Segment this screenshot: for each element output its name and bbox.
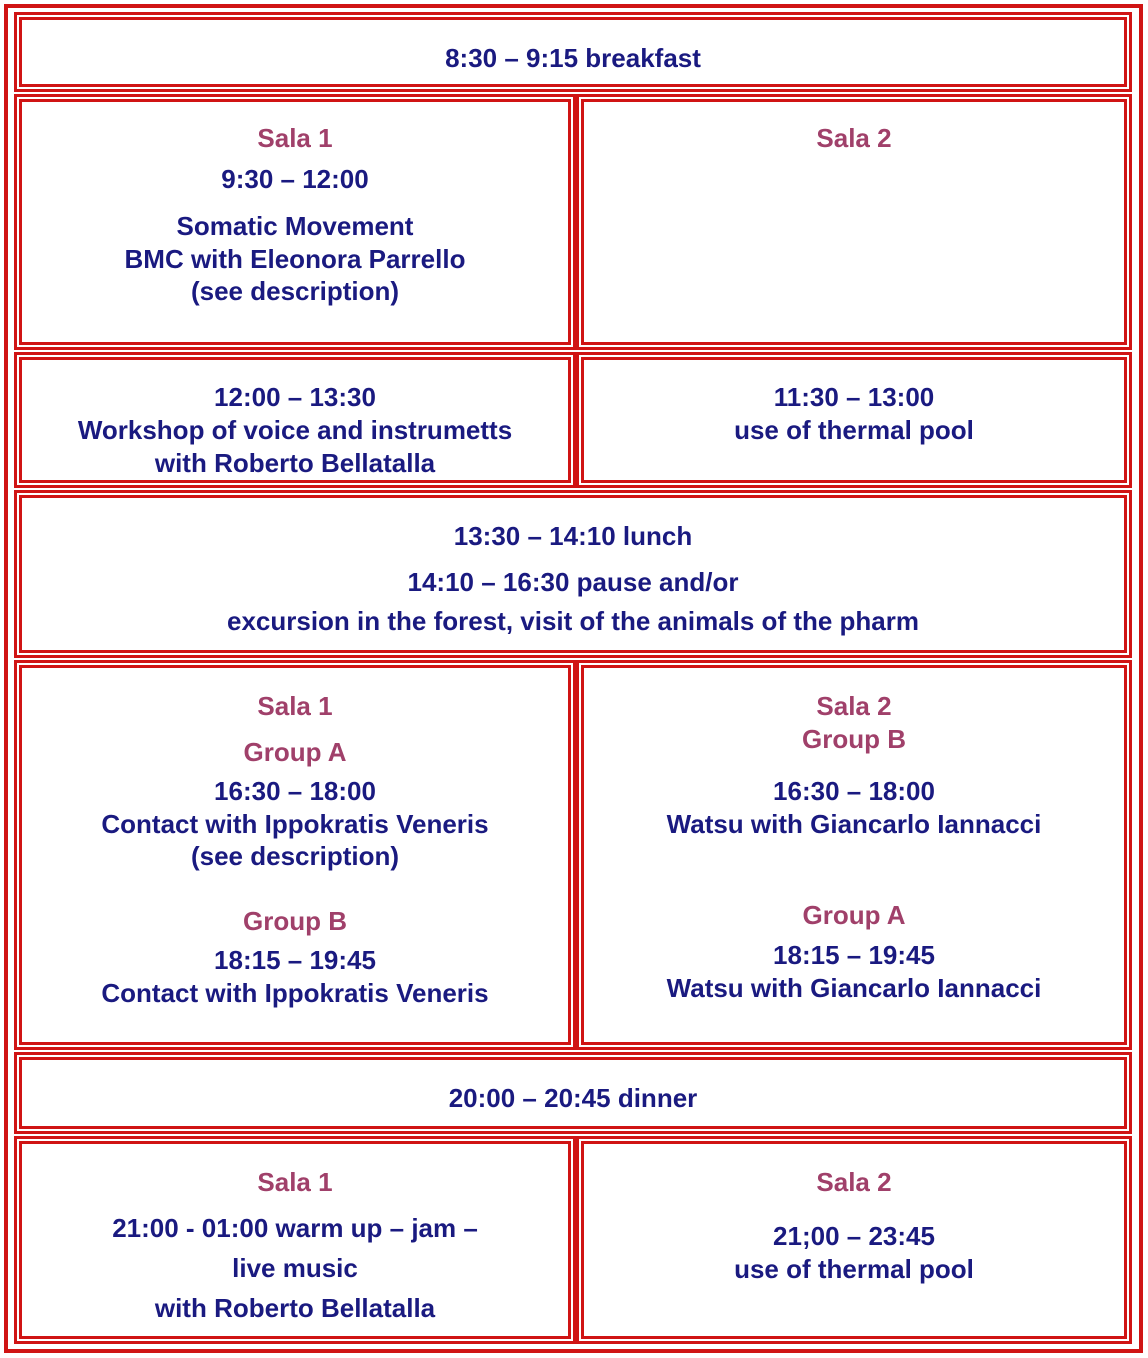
session-time: 9:30 – 12:00 bbox=[221, 164, 369, 194]
session-time: 12:00 – 13:30 bbox=[214, 382, 376, 412]
dinner-text: 20:00 – 20:45 dinner bbox=[448, 1083, 698, 1113]
room-label: Sala 2 bbox=[816, 1167, 892, 1197]
breakfast-text: 8:30 – 9:15 breakfast bbox=[445, 43, 701, 73]
session-time: 16:30 – 18:00 bbox=[773, 776, 935, 806]
session-line: with Roberto Bellatalla bbox=[154, 448, 436, 478]
morning-sala1-cell bbox=[14, 94, 576, 350]
evening-sala1-cell bbox=[14, 1136, 576, 1344]
dinner-cell bbox=[14, 1052, 1132, 1134]
room-label: Sala 1 bbox=[257, 1167, 333, 1197]
room-label: Sala 1 bbox=[257, 691, 333, 721]
session-time: 11:30 – 13:00 bbox=[773, 382, 935, 412]
midday-right-cell bbox=[576, 352, 1132, 488]
session-time: 21;00 – 23:45 bbox=[773, 1221, 935, 1251]
session-line: use of thermal pool bbox=[734, 1254, 974, 1284]
session-time: 16:30 – 18:00 bbox=[214, 776, 376, 806]
session-line: Watsu with Giancarlo Iannacci bbox=[666, 809, 1042, 839]
breakfast-cell bbox=[14, 12, 1132, 92]
morning-sala2-cell bbox=[576, 94, 1132, 350]
room-label: Sala 2 bbox=[816, 123, 892, 153]
group-label: Group B bbox=[802, 724, 906, 754]
lunch-line: 13:30 – 14:10 lunch bbox=[453, 521, 693, 551]
session-line: Contact with Ippokratis Veneris bbox=[101, 809, 489, 839]
session-line: with Roberto Bellatalla bbox=[154, 1293, 436, 1323]
session-time: 18:15 – 19:45 bbox=[214, 945, 376, 975]
session-line: use of thermal pool bbox=[734, 415, 974, 445]
lunch-cell bbox=[14, 490, 1132, 658]
group-label: Group B bbox=[243, 906, 347, 936]
group-label: Group A bbox=[802, 900, 906, 930]
midday-left-cell bbox=[14, 352, 576, 488]
session-line: Contact with Ippokratis Veneris bbox=[101, 978, 489, 1008]
session-time: 18:15 – 19:45 bbox=[773, 940, 935, 970]
session-line: (see description) bbox=[190, 276, 400, 306]
session-line: BMC with Eleonora Parrello bbox=[124, 244, 466, 274]
session-line: live music bbox=[232, 1253, 358, 1283]
room-label: Sala 1 bbox=[257, 123, 333, 153]
session-line: Somatic Movement bbox=[176, 211, 414, 241]
room-label: Sala 2 bbox=[816, 691, 892, 721]
afternoon-sala1-cell bbox=[14, 660, 576, 1050]
session-line: Workshop of voice and instrumetts bbox=[77, 415, 513, 445]
excursion-line: excursion in the forest, visit of the animals of the pharm bbox=[226, 606, 920, 636]
session-line: (see description) bbox=[190, 841, 400, 871]
afternoon-sala2-cell bbox=[576, 660, 1132, 1050]
session-line: 21:00 - 01:00 warm up – jam – bbox=[112, 1213, 478, 1243]
evening-sala2-cell bbox=[576, 1136, 1132, 1344]
session-line: Watsu with Giancarlo Iannacci bbox=[666, 973, 1042, 1003]
group-label: Group A bbox=[243, 737, 347, 767]
pause-line: 14:10 – 16:30 pause and/or bbox=[407, 567, 739, 597]
